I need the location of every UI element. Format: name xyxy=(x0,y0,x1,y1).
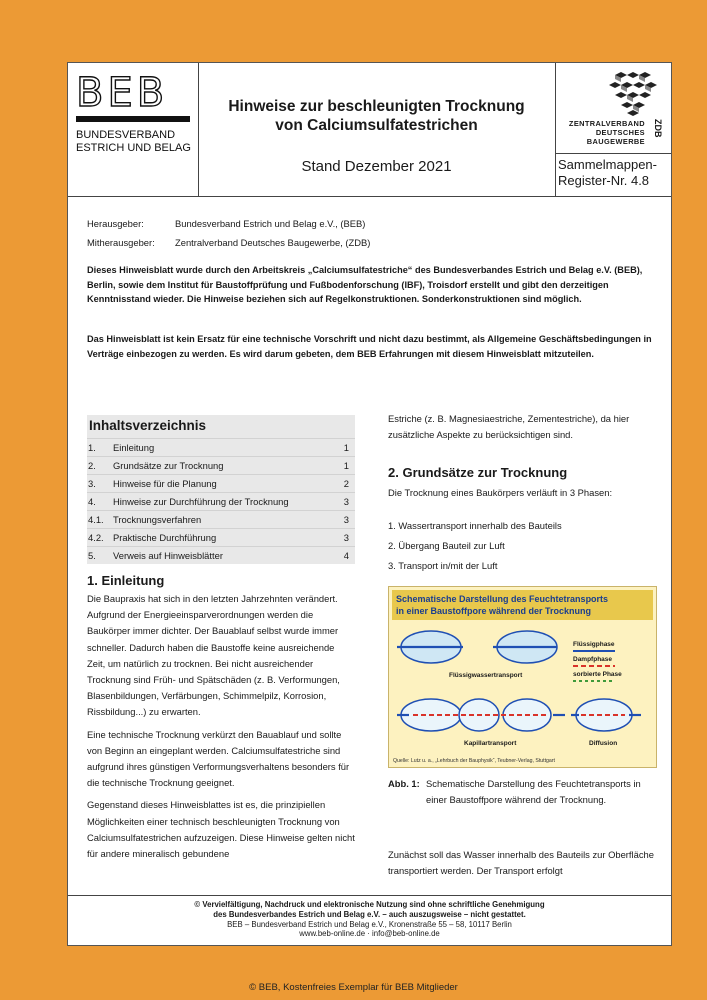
figure-title: Schematische Darstellung des Feuchtetransports in einer Baustoffpore während der Trocknung xyxy=(392,590,653,620)
toc-item xyxy=(87,546,355,564)
document-date: Stand Dezember 2021 xyxy=(301,158,452,175)
toc-item-number: 3. xyxy=(88,478,96,489)
legend-vapor: Dampfphase xyxy=(573,656,613,663)
toc-item-number: 5. xyxy=(88,550,96,561)
section-2-continued: Zunächst soll das Wasser innerhalb des Bauteils zur Oberfläche transportiert werden. Der Transport erfolgt xyxy=(388,849,654,877)
beb-org-name: BUNDESVERBAND ESTRICH UND BELAG xyxy=(76,129,191,154)
co-publisher-value: Zentralverband Deutsches Baugewerbe, (ZDB) xyxy=(175,236,371,248)
label-diffusion: Diffusion xyxy=(589,740,618,747)
toc-item-page: 2 xyxy=(343,478,349,489)
toc-item-page: 1 xyxy=(343,460,349,471)
toc-item-page: 1 xyxy=(343,442,349,453)
document-title: Hinweise zur beschleunigten Trocknung von Calciumsulfatestrichen xyxy=(228,98,525,134)
co-publisher-row xyxy=(87,237,657,250)
toc-item xyxy=(87,528,355,546)
figure-caption xyxy=(388,776,658,808)
toc-item xyxy=(87,438,355,456)
toc-item xyxy=(87,456,355,474)
zdb-cell xyxy=(555,63,671,196)
toc-item-number: 4. xyxy=(88,496,96,507)
table-of-contents xyxy=(87,415,355,564)
publisher-label: Herausgeber: xyxy=(87,218,144,229)
intro-paragraph-2: Das Hinweisblatt ist kein Ersatz für eine technische Vorschrift und nicht dazu bestimmt, als Allgemeine Geschäftsbedingungen in Verträge einbezogen zu werden. Es wird darum gebeten, dem BEB Erfahrungen mit diesem Hinweisblatt mitzuteilen. xyxy=(87,334,652,359)
caption-text: Schematische Darstellung des Feuchtetransports in einer Baustoffpore während der Trocknung. xyxy=(426,778,641,805)
beb-logo-cell xyxy=(68,63,199,196)
title-cell xyxy=(198,63,556,196)
section-2-heading: 2. Grundsätze zur Trocknung xyxy=(388,465,568,480)
zdb-vertical-mark: ZDB xyxy=(653,119,663,138)
zdb-org-name: ZENTRALVERBAND DEUTSCHES BAUGEWERBE xyxy=(568,119,645,146)
toc-title: Inhaltsverzeichnis xyxy=(89,418,207,433)
intro-paragraph-1: Dieses Hinweisblatt wurde durch den Arbeitskreis „Calciumsulfatestriche“ des Bundesverbandes Estrich und Belag e.V. (BEB), Berlin, sowie dem Institut für Baustoffprüfung und Fußbodenforschung (IBF), Troisdorf erstellt und gibt den derzeitigen Kenntnisstand wieder. Die Hinweise beziehen sich auf Regelkonstruktionen. Sonderkonstruktionen sind möglich. xyxy=(87,265,643,305)
toc-item-page: 4 xyxy=(343,550,349,561)
section-1-heading: 1. Einleitung xyxy=(87,573,165,588)
label-capillary: Kapillartransport xyxy=(464,740,517,747)
phase-item: 1. Wassertransport innerhalb des Bauteils xyxy=(388,520,562,531)
legend-sorbed: sorbierte Phase xyxy=(573,671,622,678)
toc-item-page: 3 xyxy=(343,514,349,525)
toc-item-page: 3 xyxy=(343,532,349,543)
member-copyright: © BEB, Kostenfreies Exemplar für BEB Mitglieder xyxy=(249,982,458,993)
section-1-paragraph: Eine technische Trocknung verkürzt den Bauablauf und sollte von Beginn an eingeplant werden. Calciumsulfatestriche sind aufgrund ihres günstigen Verformungsverhaltens besonders für die technische Trocknung geeignet. xyxy=(87,728,350,789)
phase-item: 2. Übergang Bauteil zur Luft xyxy=(388,540,505,552)
figure-moisture-transport xyxy=(388,586,657,768)
section-1-paragraph: Gegenstand dieses Hinweisblattes ist es, die prinzipiellen Möglichkeiten einer technisch beschleunigten Trocknung von Calciumsulfatestrichen aufzuzeigen. Diese Hinweise gelten nicht für andere mineralisch gebundene xyxy=(87,799,355,860)
publisher-block xyxy=(87,218,657,255)
document-footer: © Vervielfältigung, Nachdruck und elektronische Nutzung sind ohne schriftliche Genehmigung des Bundesverbandes Estrich und Belag e.V. – auch auszugsweise – nicht gestattet. BEB – Bundesverband Estrich und Belag e.V., Kronenstraße 55 – 58, 10117 Berlin www.beb-online.de · info@beb-online.de xyxy=(68,895,671,939)
toc-item-page: 3 xyxy=(343,496,349,507)
publisher-value: Bundesverband Estrich und Belag e.V., (BEB) xyxy=(175,218,366,229)
figure-source: Quelle: Lutz u. a., „Lehrbuch der Bauphysik“, Teubner-Verlag, Stuttgart xyxy=(393,758,555,764)
co-publisher-label: Mitherausgeber: xyxy=(87,236,155,248)
beb-logo-bar xyxy=(76,116,190,122)
document-page xyxy=(67,62,672,946)
register-divider xyxy=(555,153,671,154)
legend-liquid: Flüssigphase xyxy=(573,641,615,648)
toc-item-number: 4.2. xyxy=(88,532,104,543)
register-number: Sammelmappen- Register-Nr. 4.8 xyxy=(558,157,657,188)
toc-list xyxy=(87,438,355,564)
toc-item-number: 1. xyxy=(88,442,96,453)
toc-item-label: Hinweise zur Durchführung der Trocknung xyxy=(113,496,289,507)
toc-item-label: Grundsätze zur Trocknung xyxy=(113,460,224,471)
publisher-row xyxy=(87,218,657,231)
toc-item-number: 2. xyxy=(88,460,96,471)
caption-label: Abb. 1: xyxy=(388,778,420,789)
toc-item-label: Einleitung xyxy=(113,442,155,453)
toc-item-label: Trocknungsverfahren xyxy=(113,514,202,525)
zdb-cube-logo xyxy=(607,69,659,117)
toc-item-number: 4.1. xyxy=(88,514,104,525)
toc-item xyxy=(87,492,355,510)
toc-item xyxy=(87,510,355,528)
section-2-intro: Die Trocknung eines Baukörpers verläuft in 3 Phasen: xyxy=(388,487,613,498)
pore-diagram xyxy=(389,620,656,768)
toc-item-label: Praktische Durchführung xyxy=(113,532,217,543)
section-2-phases xyxy=(388,518,658,575)
phase-item: 3. Transport in/mit der Luft xyxy=(388,560,498,572)
toc-item-label: Hinweise für die Planung xyxy=(113,478,217,489)
section-1-paragraph: Die Baupraxis hat sich in den letzten Jahrzehnten verändert. Aufgrund der Energieeinsparverordnungen werden die Baukörper immer dichter. Der Bauablauf selbst wurde immer schneller. Dadurch haben die Baustoffe keine ausreichende Zeit, um natürlich zu trocknen. Bei nicht ausreichender Trocknung sind Früh- und Spätschäden (z. B. Verformungen, Blasenbildungen, Verfärbungen, Schimmelpilz, Korrosion, Rissbildung...) zu erwarten. xyxy=(87,593,340,718)
toc-item-label: Verweis auf Hinweisblätter xyxy=(113,550,223,561)
beb-logo: BEB xyxy=(76,70,169,116)
section-1-continuation: Estriche (z. B. Magnesiaestriche, Zementestriche), da hier zusätzliche Aspekte zu berücksichtigen sind. xyxy=(388,413,630,441)
label-liquid-transport: Flüssigwassertransport xyxy=(449,672,523,679)
section-1-body xyxy=(87,591,355,868)
document-header xyxy=(68,63,671,197)
toc-item xyxy=(87,474,355,492)
